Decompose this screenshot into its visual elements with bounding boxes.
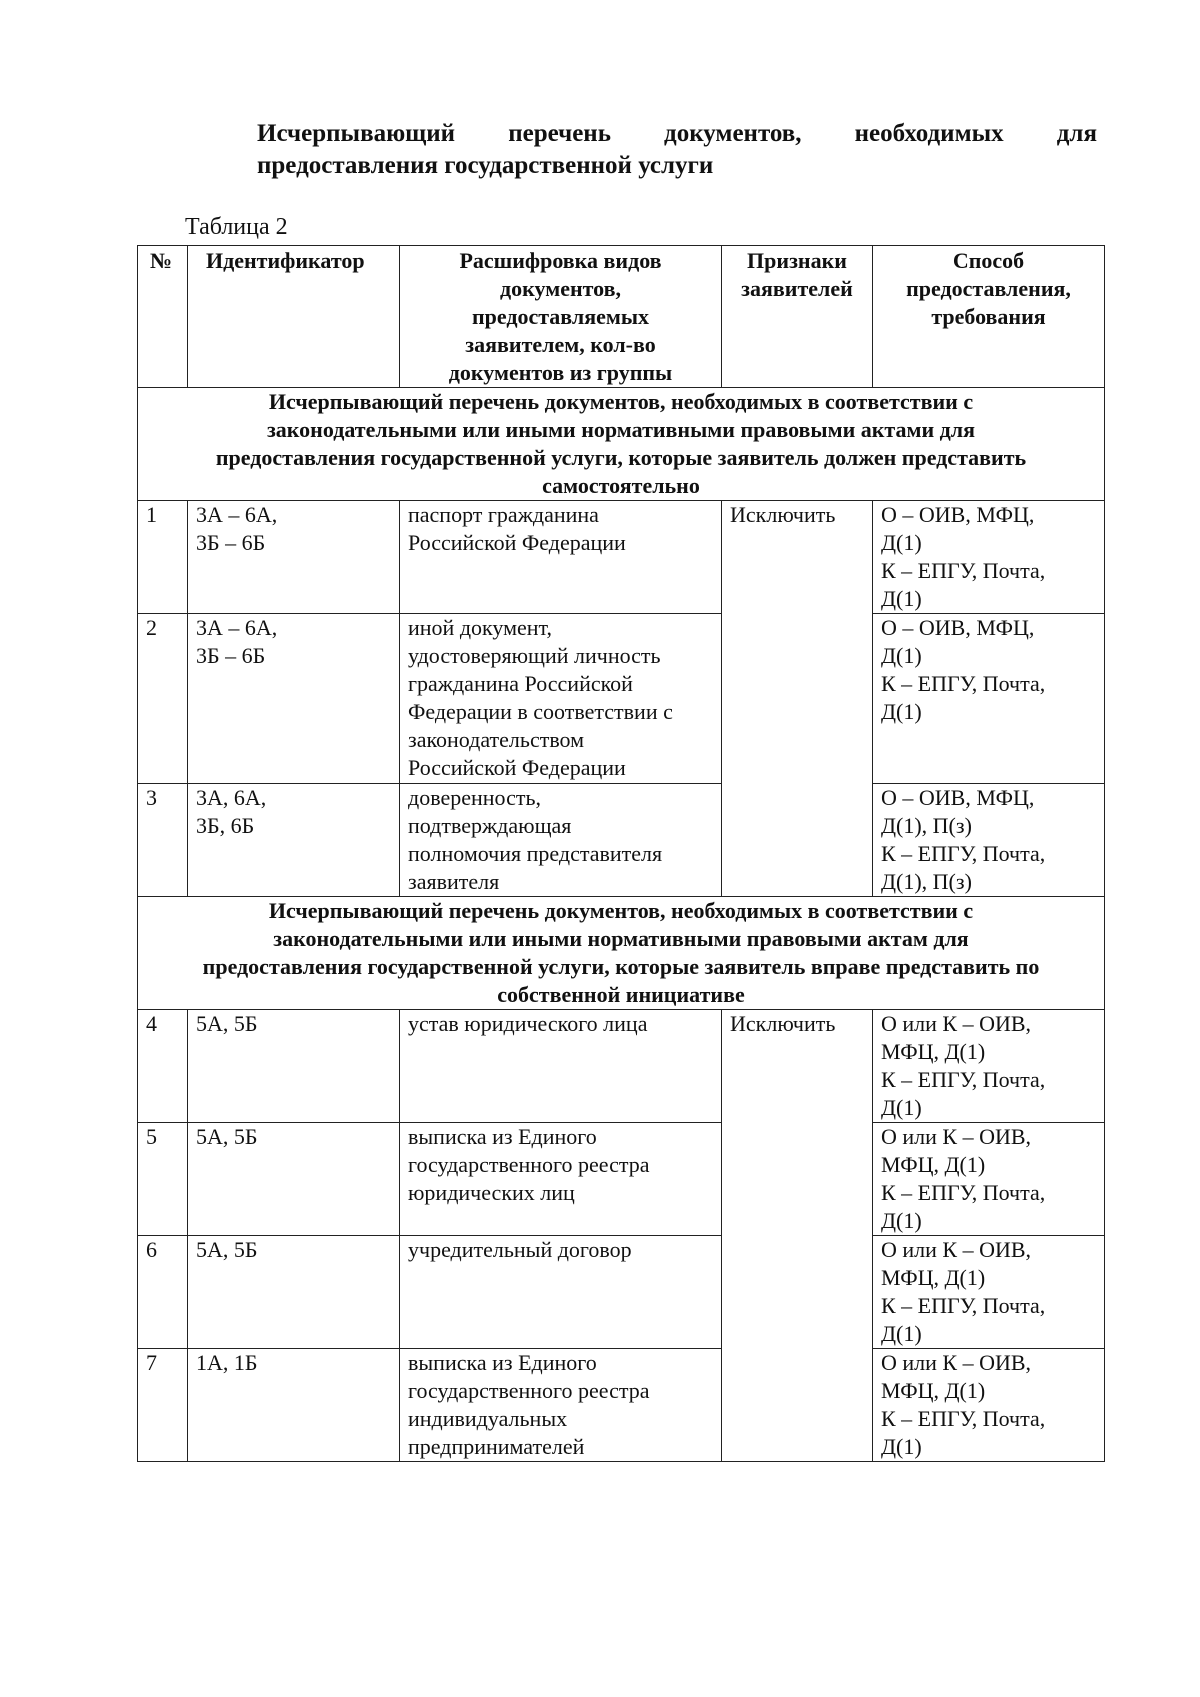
row-num: 6 [138,1236,188,1349]
section-heading-row [138,388,1105,501]
table-row [138,501,1105,614]
row-num: 1 [138,501,188,614]
row-num: 4 [138,1010,188,1123]
row-num: 3 [138,784,188,897]
row-description: доверенность, подтверждающая полномочия представителя заявителя [400,784,722,897]
row-num: 7 [138,1349,188,1462]
row-identifier: 3А, 6А, 3Б, 6Б [188,784,400,897]
table-row [138,1010,1105,1123]
row-description: выписка из Единого государственного реестра юридических лиц [400,1123,722,1236]
row-method: О – ОИВ, МФЦ, Д(1), П(з) К – ЕПГУ, Почта, Д(1), П(з) [873,784,1105,897]
section-heading: Исчерпывающий перечень документов, необходимых в соответствии с законодательными или иными нормативными правовыми актам для предоставления государственной услуги, которые заявитель вправе представить по собственной инициативе [138,897,1105,1010]
table-row [138,784,1105,897]
title-line-1 [257,118,1097,150]
documents-table [137,245,1105,1462]
row-signs: Исключить [722,501,873,897]
row-method: О – ОИВ, МФЦ, Д(1) К – ЕПГУ, Почта, Д(1) [873,501,1105,614]
row-num: 2 [138,614,188,784]
header-identifier: Идентификатор [188,246,400,388]
row-method: О – ОИВ, МФЦ, Д(1) К – ЕПГУ, Почта, Д(1) [873,614,1105,784]
header-row [138,246,1105,388]
title-word: документов, [664,120,802,147]
row-identifier: 1А, 1Б [188,1349,400,1462]
title-word: Исчерпывающий [257,120,456,147]
title-word: необходимых [854,120,1004,147]
table-row [138,614,1105,784]
table-row [138,1349,1105,1462]
row-num: 5 [138,1123,188,1236]
row-identifier: 5А, 5Б [188,1010,400,1123]
document-title [257,118,1097,182]
header-method: Способ предоставления, требования [873,246,1105,388]
section-heading: Исчерпывающий перечень документов, необходимых в соответствии с законодательными или иными нормативными правовыми актами для предоставления государственной услуги, которые заявитель должен представить самостоятельно [138,388,1105,501]
row-method: О или К – ОИВ, МФЦ, Д(1) К – ЕПГУ, Почта, Д(1) [873,1236,1105,1349]
header-signs: Признаки заявителей [722,246,873,388]
title-word: для [1056,120,1097,147]
table-row [138,1123,1105,1236]
row-identifier: 3А – 6А, 3Б – 6Б [188,501,400,614]
row-identifier: 5А, 5Б [188,1236,400,1349]
row-method: О или К – ОИВ, МФЦ, Д(1) К – ЕПГУ, Почта, Д(1) [873,1349,1105,1462]
header-description: Расшифровка видов документов, предоставляемых заявителем, кол-во документов из группы [400,246,722,388]
header-num: № [138,246,188,388]
title-line-2: предоставления государственной услуги [257,152,714,179]
row-description: учредительный договор [400,1236,722,1349]
row-method: О или К – ОИВ, МФЦ, Д(1) К – ЕПГУ, Почта, Д(1) [873,1010,1105,1123]
row-description: паспорт гражданина Российской Федерации [400,501,722,614]
table-row [138,1236,1105,1349]
row-signs: Исключить [722,1010,873,1462]
row-description: выписка из Единого государственного реестра индивидуальных предпринимателей [400,1349,722,1462]
row-identifier: 3А – 6А, 3Б – 6Б [188,614,400,784]
table-caption: Таблица 2 [185,214,288,240]
row-identifier: 5А, 5Б [188,1123,400,1236]
row-method: О или К – ОИВ, МФЦ, Д(1) К – ЕПГУ, Почта, Д(1) [873,1123,1105,1236]
row-description: устав юридического лица [400,1010,722,1123]
title-word: перечень [508,120,611,147]
row-description: иной документ, удостоверяющий личность гражданина Российской Федерации в соответствии с законодательством Российской Федерации [400,614,722,784]
section-heading-row [138,897,1105,1010]
